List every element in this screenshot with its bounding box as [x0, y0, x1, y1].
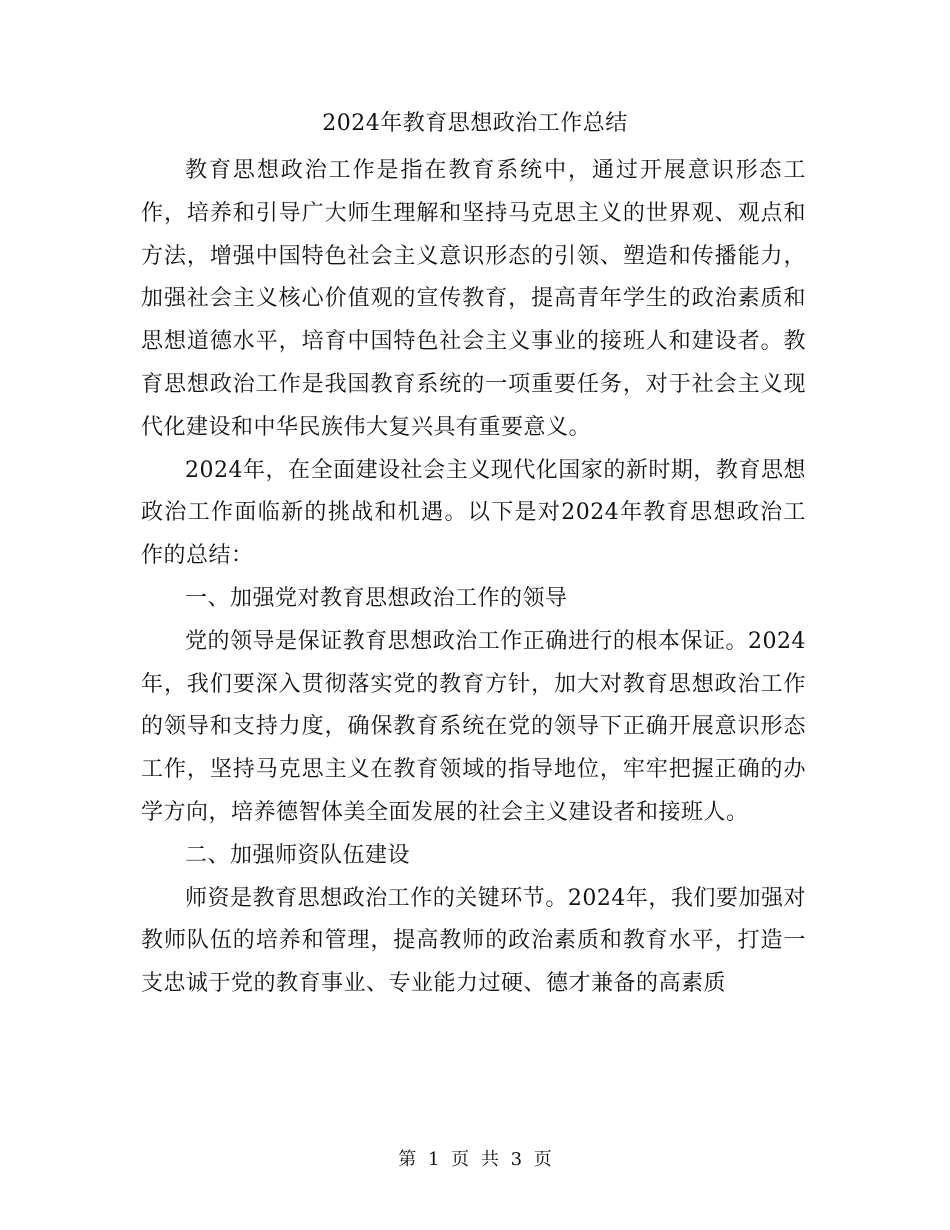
paragraph-section-1: 党的领导是保证教育思想政治工作正确进行的根本保证。2024年，我们要深入贯彻落实党的教育方针，加大对教育思想政治工作的领导和支持力度，确保教育系统在党的领导下正确开展意识形态工作，坚持马克思主义在教育领域的指导地位，牢牢把握正确的办学方向，培养德智体美全面发展的社会主义建设者和接班人。: [141, 628, 806, 825]
section-heading-2: 二、加强师资队伍建设: [185, 842, 411, 868]
page-number-footer: 第 1 页 共 3 页: [398, 1149, 552, 1170]
document-title: 2024年教育思想政治工作总结: [322, 111, 628, 136]
section-heading-1: 一、加强党对教育思想政治工作的领导: [185, 585, 568, 611]
paragraph-intro: 教育思想政治工作是指在教育系统中，通过开展意识形态工作，培养和引导广大师生理解和坚持马克思主义的世界观、观点和方法，增强中国特色社会主义意识形态的引领、塑造和传播能力，加强社会主义核心价值观的宣传教育，提高青年学生的政治素质和思想道德水平，培育中国特色社会主义事业的接班人和建设者。教育思想政治工作是我国教育系统的一项重要任务，对于社会主义现代化建设和中华民族伟大复兴具有重要意义。: [141, 158, 806, 440]
paragraph-section-2: 师资是教育思想政治工作的关键环节。2024年，我们要加强对教师队伍的培养和管理，提高教师的政治素质和教育水平，打造一支忠诚于党的教育事业、专业能力过硬、德才兼备的高素质: [141, 885, 806, 997]
document-body: [141, 150, 806, 1006]
paragraph-overview: 2024年，在全面建设社会主义现代化国家的新时期，教育思想政治工作面临新的挑战和机遇。以下是对2024年教育思想政治工作的总结：: [141, 457, 806, 569]
